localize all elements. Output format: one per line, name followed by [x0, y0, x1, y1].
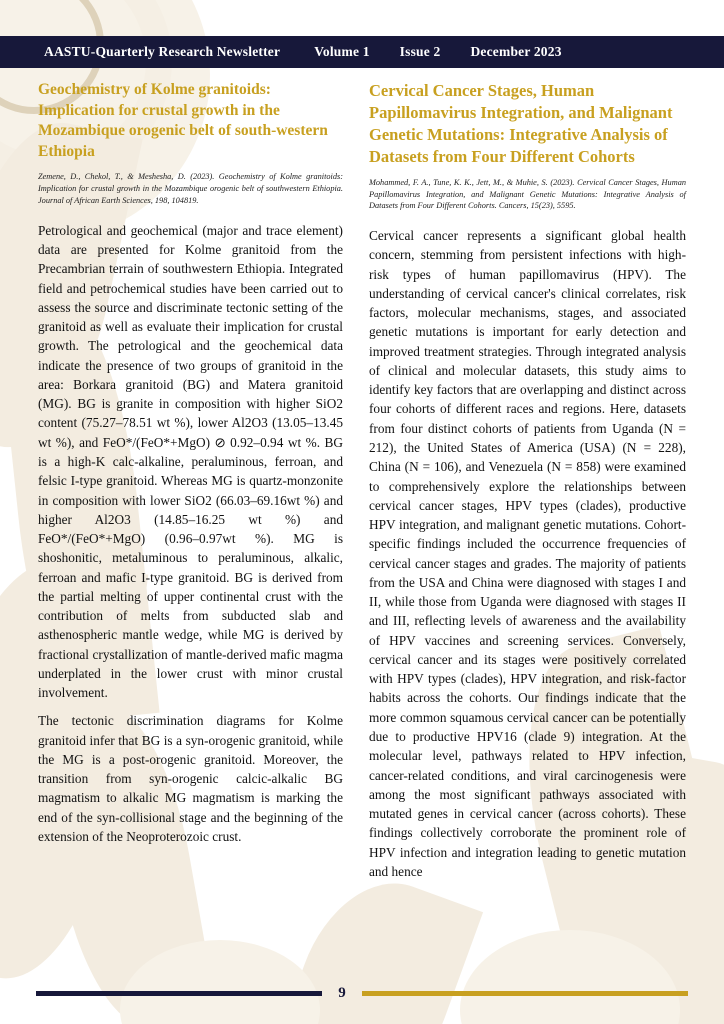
- article-citation-1: Zemene, D., Chekol, T., & Meshesha, D. (2023). Geochemistry of Kolme granitoids: Implication for crustal growth in the Mozambique orogenic belt of southwestern Ethiopia. Journal of African Earth Sciences, 198, 104819.: [38, 172, 343, 205]
- footer-rule-right: [362, 991, 688, 996]
- issue-label: Issue 2: [399, 44, 441, 59]
- volume-label: Volume 1: [314, 44, 370, 59]
- article-1-paragraph-2: The tectonic discrimination diagrams for Kolme granitoid infer that BG is a syn-orogenic granitoid, while the MG is a post-orogenic granitoid. Moreover, the transition from syn-orogenic calcic-alkalic BG magmatism to alkalic MG magmatism is marking the end of the syn-collisional stage and the beginning of the extension of the Neoproterozoic crust.: [38, 713, 343, 845]
- header-band: [0, 36, 724, 68]
- page-number: 9: [338, 984, 346, 1001]
- article-citation-2: Mohammed, F. A., Tune, K. K., Jett, M., & Muhie, S. (2023). Cervical Cancer Stages, Human Papillomavirus Integration, and Malignant Genetic Mutations: Integrative Analysis of Datasets from Four Different Cohorts. Cancers, 15(23), 5595.: [369, 177, 686, 211]
- article-title-1: Geochemistry of Kolme granitoids: Implication for crustal growth in the Mozambique orogenic belt of south-western Ethiopia: [38, 81, 328, 160]
- article-2-paragraph-1: Cervical cancer represents a significant global health concern, stemming from persistent infections with high-risk types of human papillomavirus (HPV). The understanding of cervical cancer's clinical correlates, risk factors, molecular mechanisms, stages, and associated genetic mutations is important for early detection and improved treatment strategies. Through integrated analysis of clinical and molecular datasets, this study aims to identify key factors that are overlapping and distinct across four cohorts of different races and regions. Here, datasets from four distinct cohorts of patients from Uganda (N = 212), the United States of America (USA) (N = 228), China (N = 106), and Venezuela (N = 858) were examined to comprehensively explore the relationships between cervical cancer stages, HPV types (clades), productive HPV integration, and malignant genetic mutations. Cohort-specific findings included the occurrence frequencies of cervical cancer stages and grades. The majority of patients from the USA and China were diagnosed with stages I and II, while those from Uganda were diagnosed with stages II and III, reflecting levels of awareness and the availability of HPV vaccines and screening services. Conversely, cervical cancer and its stages were positively correlated with HPV types (clades), HPV integration, and risk-factor habits across the cohorts. Our findings indicate that the more common squamous cervical cancer can be potentially due to productive HPV16 (clade 9) integration. At the molecular level, pathways related to HPV infection, cancer-related conditions, and viral carcinogenesis were among the most significant pathways associated with mutated genes in cervical cancer (across cohorts). These findings collectively corroborate the prominent role of HPV infection and integration leading to genetic mutation and hence: [369, 228, 686, 879]
- newsletter-title: AASTU-Quarterly Research Newsletter: [44, 44, 281, 59]
- article-column-right: [369, 80, 686, 881]
- article-1-paragraph-1: Petrological and geochemical (major and trace element) data are presented for Kolme granitoid from the Precambrian terrain of southwestern Ethiopia. Integrated field and petrochemical studies have been carried out to assess the source and discriminate tectonic setting of the granitoid as well as evaluate their implication for crustal growth. The petrological and the geochemical data indicate the presence of two groups of granitoid in the area: Borkara granitoid (BG) and Matera granitoid (MG). BG is granite in composition with higher SiO2 content (75.27–78.51 wt %), lower Al2O3 (13.05–13.45 wt %), and FeO*/(FeO*+MgO) ⊘ 0.92–0.94 wt %. BG is a high-K calc-alkaline, peraluminous, ferroan, and felsic I-type granitoid. Whereas MG is quartz-monzonite in composition with lower SiO2 (66.03–69.16wt %) and higher Al2O3 (14.85–16.25 wt %) and FeO*/(FeO*+MgO) (0.96–0.97wt %). MG is shoshonitic, metaluminous to peraluminous, alkalic, ferroan and mafic I-type granitoid. BG is derived from the partial melting of upper continental crust with the contribution of melts from subducted slab and asthenospheric mantle wedge, while MG is derived by fractional crystallization of mantle-derived mafic magma underplated in the lower crust with minor crustal involvement.: [38, 222, 343, 701]
- article-column-left: [38, 80, 343, 881]
- date-label: December 2023: [470, 44, 562, 59]
- header-inner: [0, 36, 724, 68]
- page-footer: [0, 976, 724, 1010]
- article-title-2: Cervical Cancer Stages, Human Papillomavirus Integration, and Malignant Genetic Mutations: Integrative Analysis of Datasets from Four Different Cohorts: [369, 81, 673, 166]
- footer-rule-left: [36, 991, 322, 996]
- article-columns: [38, 80, 686, 881]
